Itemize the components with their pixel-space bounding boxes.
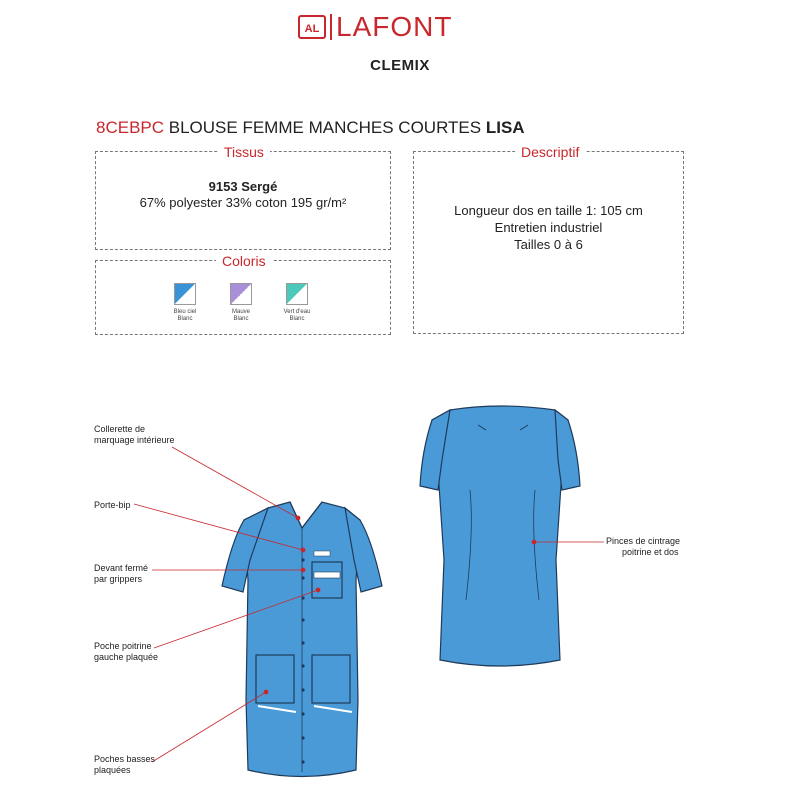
swatch-label-line: Vert d'eau <box>283 309 311 315</box>
swatch-label-line: Bleu ciel <box>173 309 197 315</box>
product-name: LISA <box>485 118 525 137</box>
callout-poches-basses <box>94 754 155 776</box>
callout-poche-poitrine <box>94 641 158 663</box>
descriptif-line-2: Entretien industriel <box>494 220 603 235</box>
callout-line: par grippers <box>94 574 143 584</box>
callout-line: Poche poitrine <box>94 641 152 651</box>
fabric-composition: 67% polyester 33% coton 195 gr/m² <box>139 195 347 210</box>
front-lower-pocket-right <box>312 655 350 703</box>
product-description: BLOUSE FEMME MANCHES COURTES <box>168 118 482 137</box>
callout-line: poitrine et dos <box>622 547 679 557</box>
tissus-title: Tissus <box>218 144 270 160</box>
callout-line: marquage intérieure <box>94 435 175 445</box>
product-code: 8CEBPC <box>96 118 165 137</box>
descriptif-title: Descriptif <box>515 144 585 160</box>
back-body <box>432 406 568 666</box>
swatch-label-line: Blanc <box>233 316 249 322</box>
brand-name: LAFONT <box>336 11 453 42</box>
swatch-label-line: Blanc <box>177 316 193 322</box>
brand-logo-mark: AL <box>298 15 326 39</box>
callout-line: gauche plaquée <box>94 652 159 662</box>
descriptif-line-3: Tailles 0 à 6 <box>514 237 583 252</box>
callout-pinces <box>606 536 680 558</box>
back-garment-view <box>420 406 580 666</box>
callout-line: plaquées <box>94 765 131 775</box>
fabric-name: 9153 Sergé <box>208 179 278 194</box>
callout-porte-bip: Porte-bip <box>94 500 131 510</box>
front-chest-pocket <box>312 562 342 598</box>
callout-line: Pinces de cintrage <box>606 536 681 546</box>
coloris-title: Coloris <box>216 253 272 269</box>
brand-subtitle: CLEMIX <box>370 57 430 74</box>
callout-line: Devant fermé <box>94 563 149 573</box>
swatch-label-line: Blanc <box>289 316 305 322</box>
front-lower-pocket-left <box>256 655 294 703</box>
callout-collerette <box>94 424 175 446</box>
swatch-label-line: Mauve <box>231 309 250 315</box>
front-garment-view <box>222 502 382 777</box>
callout-line: Poches basses <box>94 754 156 764</box>
callout-devant <box>94 563 148 585</box>
callout-line: Collerette de <box>94 424 146 434</box>
descriptif-line-1: Longueur dos en taille 1: 105 cm <box>454 203 643 218</box>
